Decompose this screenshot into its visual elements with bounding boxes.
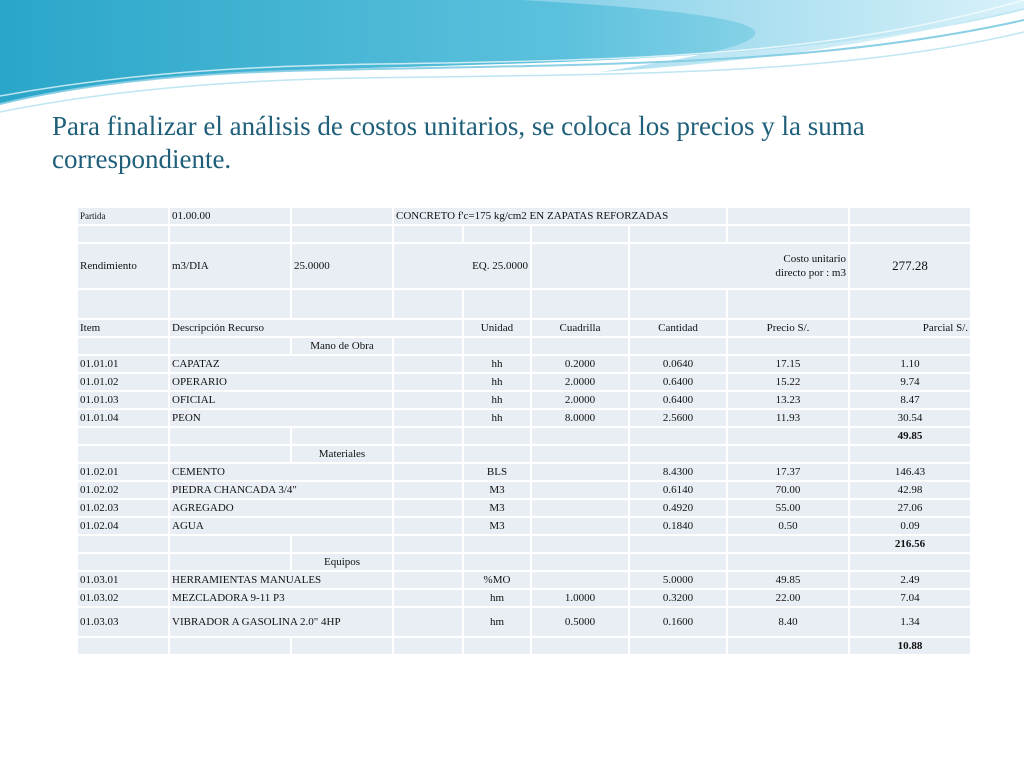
col-unidad-header: Unidad — [464, 320, 530, 336]
rendimiento-label: Rendimiento — [78, 244, 168, 288]
item-code: 01.02.03 — [78, 500, 168, 516]
price: 17.37 — [728, 464, 848, 480]
table-row — [78, 374, 972, 390]
partial: 1.34 — [850, 608, 970, 636]
table-row — [78, 482, 972, 498]
section-title-row — [78, 446, 972, 462]
slide-title: Para finalizar el análisis de costos unitarios, se coloca los precios y la suma correspondiente. — [52, 111, 865, 174]
unit: hh — [464, 410, 530, 426]
quantity: 0.0640 — [630, 356, 726, 372]
quantity: 0.6400 — [630, 392, 726, 408]
partida-code: 01.00.00 — [170, 208, 290, 224]
resource-description: HERRAMIENTAS MANUALES — [170, 572, 392, 588]
rendimiento-value: 25.0000 — [292, 244, 392, 288]
item-code: 01.02.02 — [78, 482, 168, 498]
price: 8.40 — [728, 608, 848, 636]
partial: 8.47 — [850, 392, 970, 408]
unit: BLS — [464, 464, 530, 480]
crew — [532, 464, 628, 480]
col-item-header: Item — [78, 320, 168, 336]
rendimiento-unit: m3/DIA — [170, 244, 290, 288]
table-row — [78, 356, 972, 372]
unit: hh — [464, 356, 530, 372]
section-subtotal: 49.85 — [850, 428, 970, 444]
partial: 27.06 — [850, 500, 970, 516]
quantity: 2.5600 — [630, 410, 726, 426]
partida-description: CONCRETO f'c=175 kg/cm2 EN ZAPATAS REFORZADAS — [394, 208, 726, 224]
crew: 0.2000 — [532, 356, 628, 372]
table-row — [78, 464, 972, 480]
item-code: 01.03.03 — [78, 608, 168, 636]
unit: hm — [464, 608, 530, 636]
column-header-row — [78, 320, 972, 336]
costo-unitario-value: 277.28 — [850, 244, 970, 288]
price: 22.00 — [728, 590, 848, 606]
price: 15.22 — [728, 374, 848, 390]
resource-description: AGREGADO — [170, 500, 392, 516]
price: 17.15 — [728, 356, 848, 372]
unit: hm — [464, 590, 530, 606]
section-title-row — [78, 554, 972, 570]
partial: 146.43 — [850, 464, 970, 480]
table-row — [78, 392, 972, 408]
partial: 9.74 — [850, 374, 970, 390]
resource-description: MEZCLADORA 9-11 P3 — [170, 590, 392, 606]
section-subtotal: 216.56 — [850, 536, 970, 552]
quantity: 8.4300 — [630, 464, 726, 480]
quantity: 0.6140 — [630, 482, 726, 498]
partial: 42.98 — [850, 482, 970, 498]
unit: M3 — [464, 482, 530, 498]
quantity: 0.4920 — [630, 500, 726, 516]
crew — [532, 572, 628, 588]
quantity: 0.3200 — [630, 590, 726, 606]
section-subtotal: 10.88 — [850, 638, 970, 654]
table-row — [78, 410, 972, 426]
section-title: Mano de Obra — [292, 338, 392, 354]
unit: M3 — [464, 500, 530, 516]
spacer-row — [78, 226, 972, 242]
partial: 2.49 — [850, 572, 970, 588]
col-cantidad-header: Cantidad — [630, 320, 726, 336]
partial: 30.54 — [850, 410, 970, 426]
item-code: 01.01.02 — [78, 374, 168, 390]
crew: 1.0000 — [532, 590, 628, 606]
subtotal-row — [78, 536, 972, 552]
partial: 7.04 — [850, 590, 970, 606]
partial: 1.10 — [850, 356, 970, 372]
resource-description: OFICIAL — [170, 392, 392, 408]
item-code: 01.03.02 — [78, 590, 168, 606]
resource-description: PEON — [170, 410, 392, 426]
table-row — [78, 608, 972, 636]
partial: 0.09 — [850, 518, 970, 534]
crew: 2.0000 — [532, 374, 628, 390]
resource-description: CAPATAZ — [170, 356, 392, 372]
crew — [532, 518, 628, 534]
unit: hh — [464, 374, 530, 390]
item-code: 01.01.04 — [78, 410, 168, 426]
equipment-yield: EQ. 25.0000 — [394, 244, 530, 288]
quantity: 0.6400 — [630, 374, 726, 390]
unit-cost-analysis-table — [76, 206, 974, 656]
header-wave-decoration — [0, 0, 1024, 120]
table-row — [78, 590, 972, 606]
col-precio-header: Precio S/. — [728, 320, 848, 336]
item-code: 01.02.01 — [78, 464, 168, 480]
section-title: Equipos — [292, 554, 392, 570]
rendimiento-row — [78, 244, 972, 288]
quantity: 5.0000 — [630, 572, 726, 588]
price: 0.50 — [728, 518, 848, 534]
resource-description: OPERARIO — [170, 374, 392, 390]
spacer-row — [78, 290, 972, 318]
unit: %MO — [464, 572, 530, 588]
crew — [532, 500, 628, 516]
subtotal-row — [78, 638, 972, 654]
item-code: 01.01.03 — [78, 392, 168, 408]
col-descripcion-header: Descripción Recurso — [170, 320, 462, 336]
quantity: 0.1600 — [630, 608, 726, 636]
price: 49.85 — [728, 572, 848, 588]
quantity: 0.1840 — [630, 518, 726, 534]
col-cuadrilla-header: Cuadrilla — [532, 320, 628, 336]
resource-description: PIEDRA CHANCADA 3/4" — [170, 482, 392, 498]
price: 70.00 — [728, 482, 848, 498]
table-row — [78, 518, 972, 534]
unit: hh — [464, 392, 530, 408]
unit: M3 — [464, 518, 530, 534]
subtotal-row — [78, 428, 972, 444]
section-title-row — [78, 338, 972, 354]
resource-description: CEMENTO — [170, 464, 392, 480]
partida-row — [78, 208, 972, 224]
costo-unitario-label: Costo unitario directo por : m3 — [630, 244, 848, 288]
crew — [532, 482, 628, 498]
item-code: 01.02.04 — [78, 518, 168, 534]
resource-description: AGUA — [170, 518, 392, 534]
crew: 2.0000 — [532, 392, 628, 408]
price: 13.23 — [728, 392, 848, 408]
resource-description: VIBRADOR A GASOLINA 2.0" 4HP — [170, 608, 392, 636]
partida-label: Partida — [78, 208, 168, 224]
crew: 8.0000 — [532, 410, 628, 426]
table-row — [78, 500, 972, 516]
section-title: Materiales — [292, 446, 392, 462]
table-row — [78, 572, 972, 588]
item-code: 01.01.01 — [78, 356, 168, 372]
price: 55.00 — [728, 500, 848, 516]
price: 11.93 — [728, 410, 848, 426]
item-code: 01.03.01 — [78, 572, 168, 588]
col-parcial-header: Parcial S/. — [850, 320, 970, 336]
crew: 0.5000 — [532, 608, 628, 636]
